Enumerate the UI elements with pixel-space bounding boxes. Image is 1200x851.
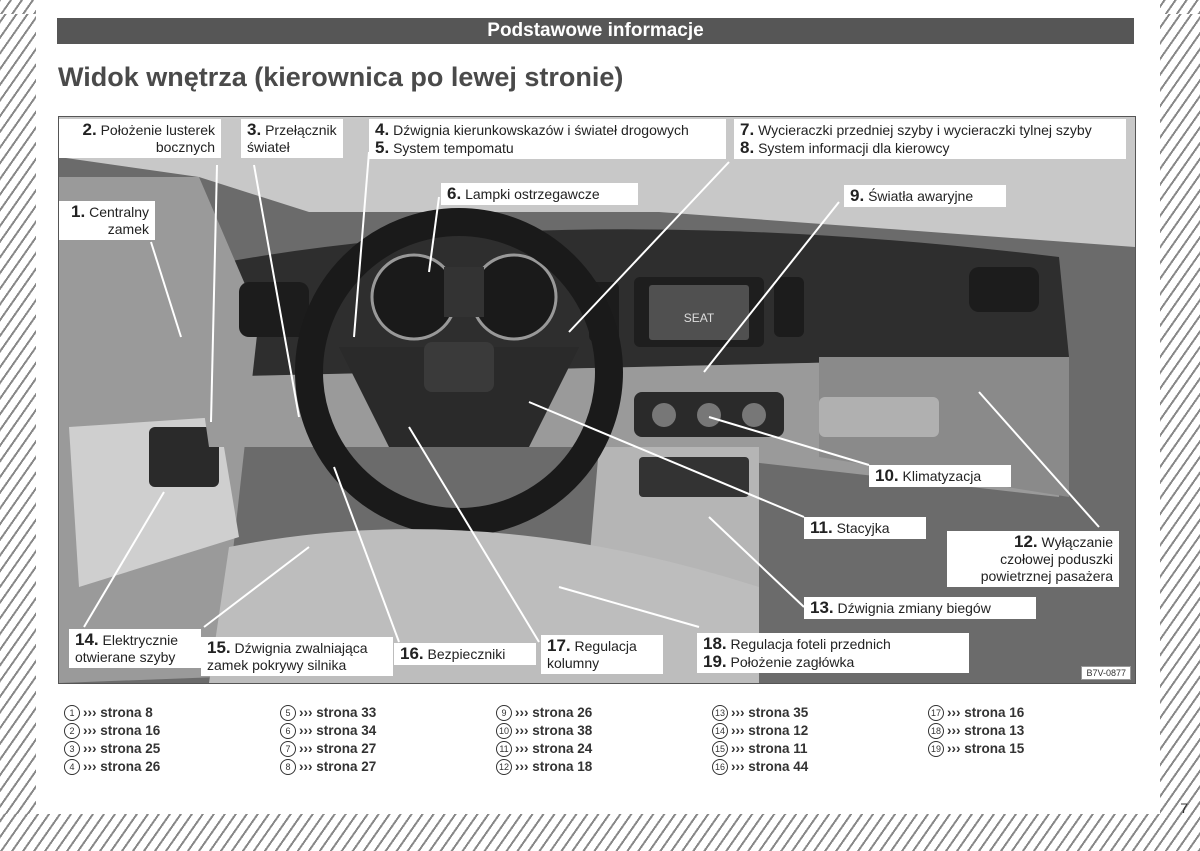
callout-7: 7. Wycieraczki przedniej szyby i wycieraczki tylnej szyby 8. System informacji dla kierowcy [734, 119, 1126, 159]
ref-item: 13 ››› strona 35 [712, 704, 922, 722]
ref-item: 8 ››› strona 27 [280, 758, 490, 776]
ref-item: 7 ››› strona 27 [280, 740, 490, 758]
callout-13: 13. Dźwignia zmiany biegów [804, 597, 1036, 619]
callout-12: 12. Wyłączanie czołowej poduszki powietrznej pasażera [947, 531, 1119, 587]
callout-18: 18. Regulacja foteli przednich 19. Położenie zagłówka [697, 633, 969, 673]
ref-column-2 [280, 704, 490, 776]
callout-2: 2. Położenie lusterek bocznych [59, 119, 221, 158]
ref-item: 10 ››› strona 38 [496, 722, 706, 740]
ref-item: 9 ››› strona 26 [496, 704, 706, 722]
page-number: 7 [1180, 800, 1188, 816]
seat-logo-screen: SEAT [683, 311, 715, 325]
ref-item: 5 ››› strona 33 [280, 704, 490, 722]
ref-item: 19 ››› strona 15 [928, 740, 1138, 758]
interior-figure [58, 116, 1136, 684]
ref-item: 3 ››› strona 25 [64, 740, 274, 758]
callout-9: 9. Światła awaryjne [844, 185, 1006, 207]
page-title: Widok wnętrza (kierownica po lewej stronie) [58, 62, 624, 92]
callout-14: 14. Elektrycznie otwierane szyby [69, 629, 201, 668]
ref-item: 14 ››› strona 12 [712, 722, 922, 740]
hatch-border-left [0, 0, 36, 851]
callout-4: 4. Dźwignia kierunkowskazów i świateł drogowych 5. System tempomatu [369, 119, 726, 159]
callout-17: 17. Regulacja kolumny [541, 635, 663, 674]
callout-6: 6. Lampki ostrzegawcze [441, 183, 638, 205]
ref-column-3 [496, 704, 706, 776]
ref-item: 6 ››› strona 34 [280, 722, 490, 740]
figure-code: B7V-0877 [1081, 666, 1131, 680]
ref-item: 18 ››› strona 13 [928, 722, 1138, 740]
ref-item: 11 ››› strona 24 [496, 740, 706, 758]
callout-10: 10. Klimatyzacja [869, 465, 1011, 487]
callout-16: 16. Bezpieczniki [394, 643, 536, 665]
section-header: Podstawowe informacje [57, 18, 1134, 44]
ref-column-4 [712, 704, 922, 776]
ref-column-1 [64, 704, 274, 776]
ref-column-5 [928, 704, 1138, 758]
callout-15: 15. Dźwignia zwalniająca zamek pokrywy silnika [201, 637, 393, 676]
hatch-border-bottom [0, 814, 1200, 851]
hatch-border-right [1160, 0, 1200, 851]
ref-item: 2 ››› strona 16 [64, 722, 274, 740]
callout-11: 11. Stacyjka [804, 517, 926, 539]
callout-3: 3. Przełącznik świateł [241, 119, 343, 158]
ref-item: 12 ››› strona 18 [496, 758, 706, 776]
callout-1: 1. Centralny zamek [59, 201, 155, 240]
ref-item: 16 ››› strona 44 [712, 758, 922, 776]
ref-item: 4 ››› strona 26 [64, 758, 274, 776]
ref-item: 17 ››› strona 16 [928, 704, 1138, 722]
ref-item: 15 ››› strona 11 [712, 740, 922, 758]
ref-item: 1 ››› strona 8 [64, 704, 274, 722]
